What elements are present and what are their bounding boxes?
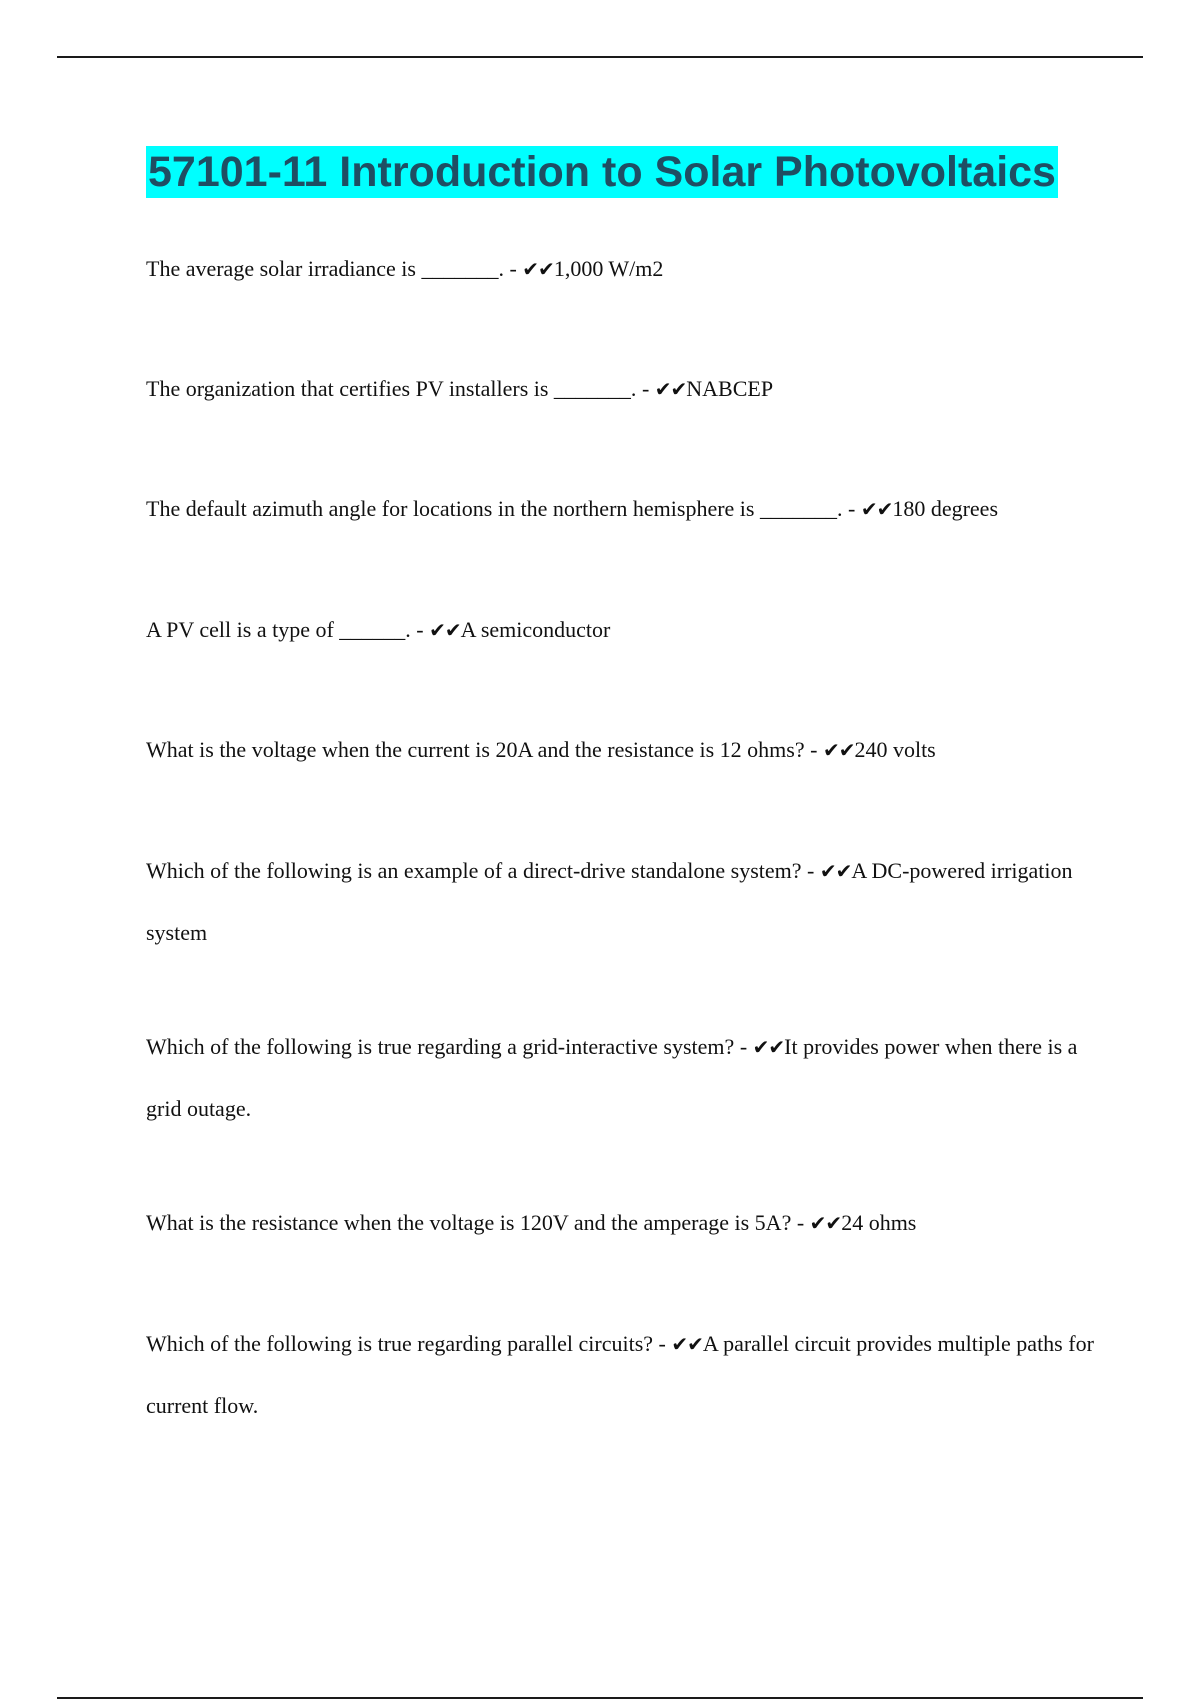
answer-text: 1,000 W/m2 bbox=[553, 256, 664, 281]
separator: - bbox=[734, 1034, 753, 1059]
footer-rule bbox=[57, 1697, 1143, 1699]
answer-text: 240 volts bbox=[854, 737, 936, 762]
question-text: What is the voltage when the current is 20A and the resistance is 12 ohms? bbox=[146, 737, 805, 762]
question-text: A PV cell is a type of ______. bbox=[146, 617, 411, 642]
qa-item bbox=[146, 1313, 1106, 1436]
separator: - bbox=[791, 1210, 810, 1235]
qa-item bbox=[146, 599, 1106, 661]
qa-item bbox=[146, 478, 1106, 540]
double-check-icon: ✔✔ bbox=[819, 859, 852, 883]
answer-text: A DC-powered irrigation system bbox=[146, 858, 1073, 945]
answer-text: 180 degrees bbox=[892, 496, 999, 521]
double-check-icon: ✔✔ bbox=[809, 1211, 842, 1235]
double-check-icon: ✔✔ bbox=[429, 618, 461, 642]
question-text: The default azimuth angle for locations in the northern hemisphere is _______. bbox=[146, 496, 843, 521]
header-rule bbox=[57, 56, 1143, 58]
answer-text: A semiconductor bbox=[460, 617, 611, 642]
qa-item bbox=[146, 840, 1106, 963]
answer-text: A parallel circuit provides multiple paths for current flow. bbox=[146, 1331, 1094, 1418]
separator: - bbox=[636, 376, 655, 401]
double-check-icon: ✔✔ bbox=[752, 1035, 785, 1059]
double-check-icon: ✔✔ bbox=[671, 1332, 703, 1356]
separator: - bbox=[842, 496, 861, 521]
document-title: 57101-11 Introduction to Solar Photovoltaics bbox=[148, 148, 1056, 196]
double-check-icon: ✔✔ bbox=[860, 497, 893, 521]
qa-item bbox=[146, 1192, 1106, 1254]
qa-item bbox=[146, 1016, 1106, 1139]
double-check-icon: ✔✔ bbox=[822, 738, 855, 762]
question-text: What is the resistance when the voltage is 120V and the amperage is 5A? bbox=[146, 1210, 792, 1235]
separator: - bbox=[801, 858, 820, 883]
title-block bbox=[146, 146, 1058, 198]
double-check-icon: ✔✔ bbox=[654, 377, 687, 401]
double-check-icon: ✔✔ bbox=[522, 257, 554, 281]
separator: - bbox=[410, 617, 430, 642]
question-text: The organization that certifies PV installers is _______. bbox=[146, 376, 637, 401]
separator: - bbox=[804, 737, 823, 762]
separator: - bbox=[653, 1331, 672, 1356]
answer-text: NABCEP bbox=[686, 376, 774, 401]
question-text: Which of the following is an example of a direct-drive standalone system? bbox=[146, 858, 802, 883]
question-text: The average solar irradiance is _______. bbox=[146, 256, 504, 281]
answer-text: 24 ohms bbox=[841, 1210, 917, 1235]
question-text: Which of the following is true regarding a grid-interactive system? bbox=[146, 1034, 735, 1059]
separator: - bbox=[503, 256, 523, 281]
answer-text: It provides power when there is a grid outage. bbox=[146, 1034, 1078, 1121]
qa-item bbox=[146, 358, 1106, 420]
qa-item bbox=[146, 238, 1106, 300]
qa-item bbox=[146, 719, 1106, 781]
question-text: Which of the following is true regarding parallel circuits? bbox=[146, 1331, 654, 1356]
